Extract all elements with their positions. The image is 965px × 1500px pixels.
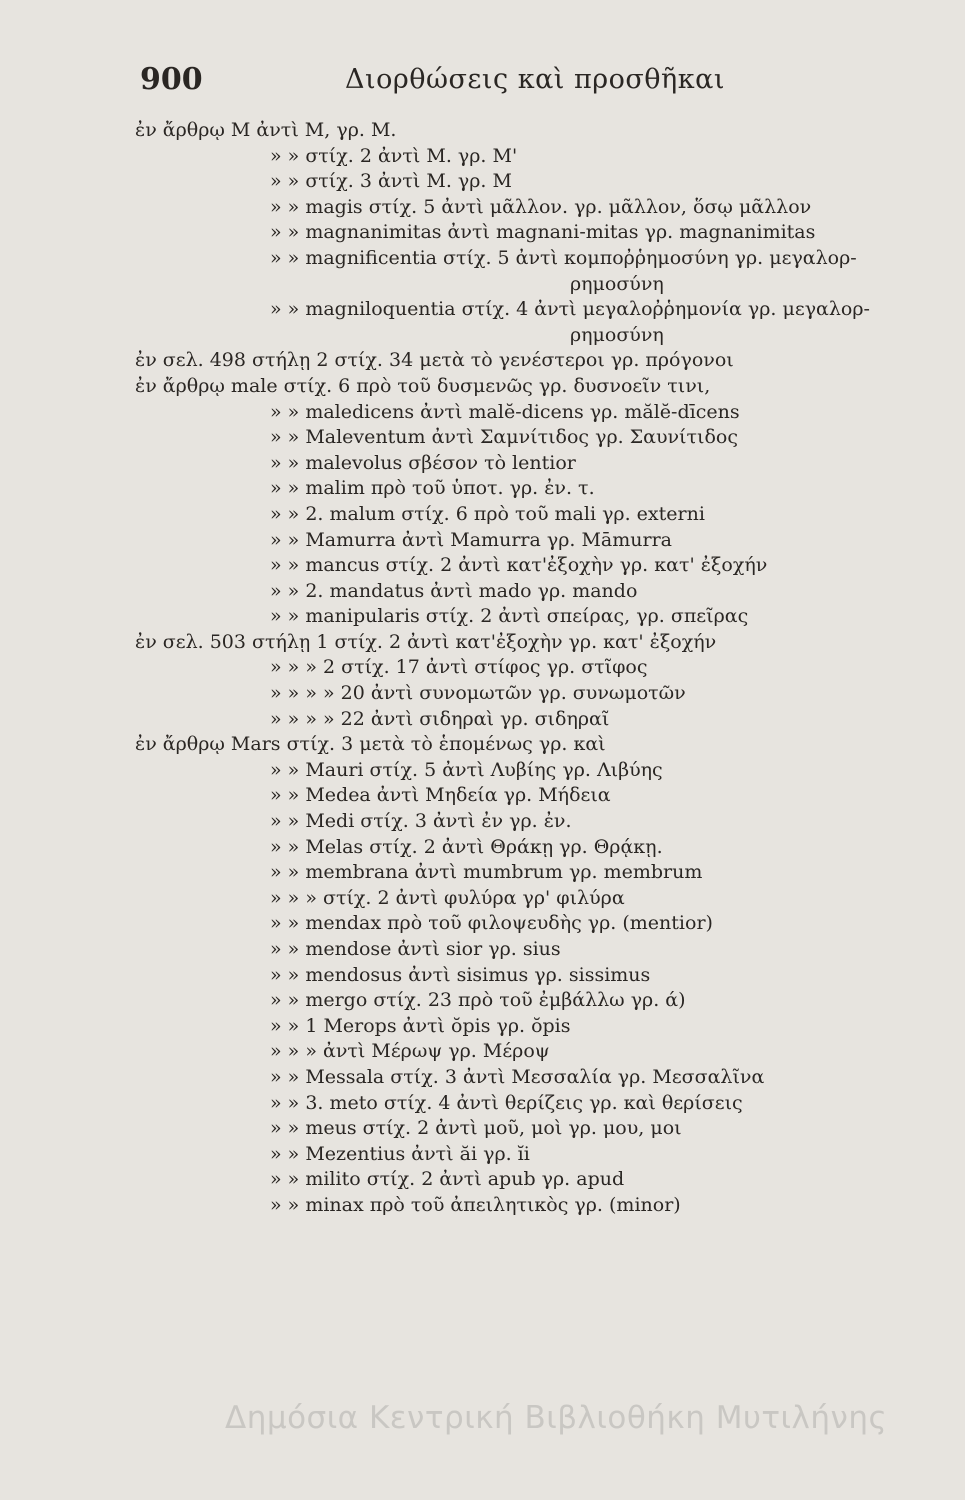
errata-line: [135, 272, 935, 298]
errata-line: [135, 1193, 935, 1219]
errata-line-text: » » » » 20 ἀντὶ συνομωτῶν γρ. συνωμοτῶν: [270, 682, 686, 705]
running-head-title: Διορθώσεις καὶ προσθῆκαι: [345, 64, 725, 95]
errata-line-text: » » » 2 στίχ. 17 ἀντὶ στίφος γρ. στῖφος: [270, 656, 648, 679]
errata-line: [135, 246, 935, 272]
errata-line: [135, 1014, 935, 1040]
errata-line-text: » » manipularis στίχ. 2 ἀντὶ σπείρας, γρ. σπεῖρας: [270, 605, 749, 628]
errata-line-text: » » maledicens ἀντὶ malĕ-dicens γρ. mălĕ-dīcens: [270, 400, 740, 423]
errata-line: [135, 1116, 935, 1142]
errata-line-text: » » mancus στίχ. 2 ἀντὶ κατ'ἐξοχὴν γρ. κατ' ἐξοχήν: [270, 554, 768, 577]
errata-line-text: ἐν ἄρθρῳ M ἀντὶ M, γρ. M.: [135, 119, 397, 141]
errata-line: [135, 604, 935, 630]
errata-line: [135, 886, 935, 912]
page-number: 900: [140, 62, 203, 97]
errata-line: [135, 681, 935, 707]
errata-line-text: » » » ἀντὶ Μέρωψ γρ. Μέροψ: [270, 1040, 550, 1063]
errata-line-text: » » 1 Merops ἀντὶ ŏpis γρ. ŏpis: [270, 1014, 571, 1037]
errata-line-text: » » Mamurra ἀντὶ Mamurra γρ. Māmurra: [270, 528, 672, 551]
errata-line: [135, 451, 935, 477]
errata-line-text: » » malim πρὸ τοῦ ὑποτ. γρ. ἐν. τ.: [270, 477, 595, 500]
errata-line: [135, 860, 935, 886]
errata-line: [135, 707, 935, 733]
errata-line-text: » » 3. meto στίχ. 4 ἀντὶ θερίζεις γρ. καὶ θερίσεις: [270, 1091, 743, 1114]
errata-line-text: » » Medea ἀντὶ Μηδεία γρ. Μήδεια: [270, 784, 611, 807]
errata-line-text: » » meus στίχ. 2 ἀντὶ μοῦ, μοὶ γρ. μου, μοι: [270, 1117, 682, 1140]
errata-line-text: » » magniloquentia στίχ. 4 ἀντὶ μεγαλοῤῥημονία γρ. μεγαλορ-: [270, 298, 870, 321]
errata-line: [135, 374, 935, 400]
errata-line: [135, 655, 935, 681]
errata-line-text: » » mendosus ἀντὶ sisimus γρ. sissimus: [270, 963, 651, 986]
errata-line-text: » » magnanimitas ἀντὶ magnani-mitas γρ. magnanimitas: [270, 221, 816, 244]
errata-line: [135, 911, 935, 937]
errata-line: [135, 400, 935, 426]
errata-line-text: » » mergo στίχ. 23 πρὸ τοῦ ἐμβάλλω γρ. ά): [270, 989, 686, 1012]
errata-line: [135, 220, 935, 246]
errata-line-text: » » στίχ. 2 ἀντὶ M. γρ. M': [270, 144, 518, 167]
errata-line: [135, 937, 935, 963]
errata-line: [135, 963, 935, 989]
errata-line-text: » » magis στίχ. 5 ἀντὶ μᾶλλον. γρ. μᾶλλον, ὅσῳ μᾶλλον: [270, 195, 812, 218]
errata-line-text: » » στίχ. 3 ἀντὶ M. γρ. M: [270, 170, 512, 193]
errata-line-text: » » Maleventum ἀντὶ Σαμνίτιδος γρ. Σαυνίτιδος: [270, 426, 738, 449]
errata-line: [135, 758, 935, 784]
errata-line-text: » » Melas στίχ. 2 ἀντὶ Θράκῃ γρ. Θρᾴκῃ.: [270, 835, 663, 858]
errata-line-text: ἐν σελ. 503 στήλῃ 1 στίχ. 2 ἀντὶ κατ'ἐξοχὴν γρ. κατ' ἐξοχήν: [135, 630, 717, 653]
library-watermark: Δημόσια Κεντρική Βιβλιοθήκη Μυτιλήνης: [225, 1400, 888, 1436]
errata-line-text: » » mendax πρὸ τοῦ φιλοψευδὴς γρ. (mentior): [270, 912, 713, 935]
errata-line-text: » » Messala στίχ. 3 ἀντὶ Μεσσαλία γρ. Μεσσαλῖνα: [270, 1065, 765, 1088]
errata-line: [135, 502, 935, 528]
errata-line: [135, 425, 935, 451]
errata-line: [135, 783, 935, 809]
errata-line-text: » » » » 22 ἀντὶ σιδηραὶ γρ. σιδηραῖ: [270, 707, 610, 730]
errata-line: [135, 297, 935, 323]
errata-line-text: » » malevolus σβέσον τὸ lentior: [270, 451, 576, 474]
errata-line: [135, 732, 935, 758]
errata-line-text: ρημοσύνη: [570, 272, 664, 295]
errata-line: [135, 528, 935, 554]
errata-line: [135, 835, 935, 861]
errata-line: [135, 579, 935, 605]
errata-line-text: ἐν σελ. 498 στήλῃ 2 στίχ. 34 μετὰ τὸ γενέστεροι γρ. πρόγονοι: [135, 349, 734, 372]
errata-line-text: » » membrana ἀντὶ mumbrum γρ. membrum: [270, 861, 703, 884]
errata-line-text: » » milito στίχ. 2 ἀντὶ apub γρ. apud: [270, 1168, 625, 1191]
errata-list: [135, 118, 935, 1219]
errata-line: [135, 553, 935, 579]
errata-line-text: » » 2. mandatus ἀντὶ mado γρ. mando: [270, 579, 638, 602]
errata-line: [135, 144, 935, 170]
errata-line: [135, 348, 935, 374]
errata-line: [135, 1065, 935, 1091]
errata-line-text: » » minax πρὸ τοῦ ἀπειλητικὸς γρ. (minor): [270, 1193, 681, 1216]
errata-line: [135, 1142, 935, 1168]
errata-line-text: » » » στίχ. 2 ἀντὶ φυλύρα γρ' φιλύρα: [270, 886, 625, 909]
errata-line-text: ἐν ἄρθρῳ Mars στίχ. 3 μετὰ τὸ ἑπομένως γρ. καὶ: [135, 733, 606, 756]
errata-line-text: » » magnificentia στίχ. 5 ἀντὶ κομποῤῥημοσύνη γρ. μεγαλορ-: [270, 246, 857, 269]
errata-line: [135, 809, 935, 835]
errata-line-text: » » Mauri στίχ. 5 ἀντὶ Λυβίης γρ. Λιβύης: [270, 758, 663, 781]
errata-line-text: » » Medi στίχ. 3 ἀντὶ ἐν γρ. ἐν.: [270, 810, 572, 833]
errata-line: [135, 118, 935, 144]
errata-line-text: » » mendose ἀντὶ sior γρ. sius: [270, 938, 561, 960]
errata-line: [135, 988, 935, 1014]
errata-line: [135, 169, 935, 195]
errata-line: [135, 1039, 935, 1065]
errata-line-text: ἐν ἄρθρῳ male στίχ. 6 πρὸ τοῦ δυσμενῶς γρ. δυσνοεῖν τινι,: [135, 374, 711, 397]
errata-line: [135, 476, 935, 502]
errata-line: [135, 630, 935, 656]
errata-line: [135, 1091, 935, 1117]
errata-line-text: » » Mezentius ἀντὶ ăi γρ. ĭi: [270, 1142, 530, 1165]
errata-line: [135, 195, 935, 221]
errata-line: [135, 323, 935, 349]
errata-line-text: » » 2. malum στίχ. 6 πρὸ τοῦ mali γρ. externi: [270, 502, 705, 525]
errata-line-text: ρημοσύνη: [570, 323, 664, 346]
errata-line: [135, 1167, 935, 1193]
